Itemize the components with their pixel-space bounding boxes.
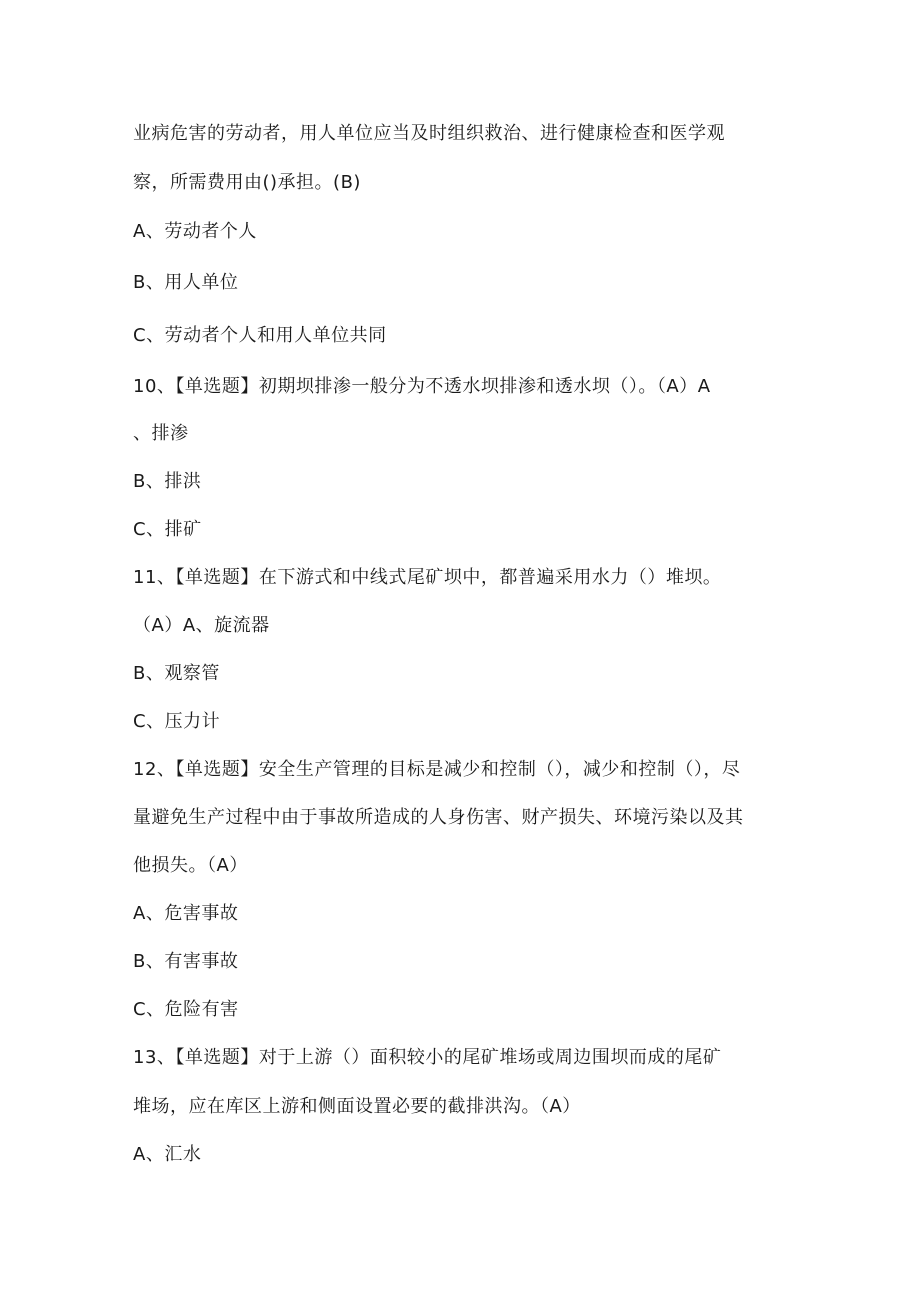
q12-option-b: B、有害事故 (133, 951, 239, 972)
q9-text-line-2: 察，所需费用由()承担。(B) (133, 172, 361, 193)
q12-text-line-2: 量避免生产过程中由于事故所造成的人身伤害、财产损失、环境污染以及其 (133, 807, 744, 828)
q11-option-a: （A）A、旋流器 (133, 615, 270, 636)
q12-option-a: A、危害事故 (133, 903, 239, 924)
q12-option-c: C、危险有害 (133, 999, 239, 1020)
q10-text-line-1: 10、【单选题】初期坝排渗一般分为不透水坝排渗和透水坝（）。（A）A (133, 376, 711, 397)
q9-option-c: C、劳动者个人和用人单位共同 (133, 325, 387, 346)
q13-text-line-2: 堆场，应在库区上游和侧面设置必要的截排洪沟。（A） (133, 1096, 581, 1117)
q10-option-c: C、排矿 (133, 519, 202, 540)
q10-option-b: B、排洪 (133, 471, 202, 492)
q13-option-a: A、汇水 (133, 1144, 202, 1165)
q12-text-line-3: 他损失。（A） (133, 855, 248, 876)
q12-text-line-1: 12、【单选题】安全生产管理的目标是减少和控制（），减少和控制（），尽 (133, 759, 741, 780)
q9-option-a: A、劳动者个人 (133, 221, 257, 242)
q11-option-b: B、观察管 (133, 663, 220, 684)
q11-text-line-1: 11、【单选题】在下游式和中线式尾矿坝中，都普遍采用水力（）堆坝。 (133, 567, 722, 588)
q13-text-line-1: 13、【单选题】对于上游（）面积较小的尾矿堆场或周边围坝而成的尾矿 (133, 1047, 722, 1068)
q9-text-line-1: 业病危害的劳动者，用人单位应当及时组织救治、进行健康检查和医学观 (133, 123, 725, 144)
q9-option-b: B、用人单位 (133, 272, 239, 293)
q11-option-c: C、压力计 (133, 711, 221, 732)
q10-option-a: 、排渗 (133, 423, 189, 444)
